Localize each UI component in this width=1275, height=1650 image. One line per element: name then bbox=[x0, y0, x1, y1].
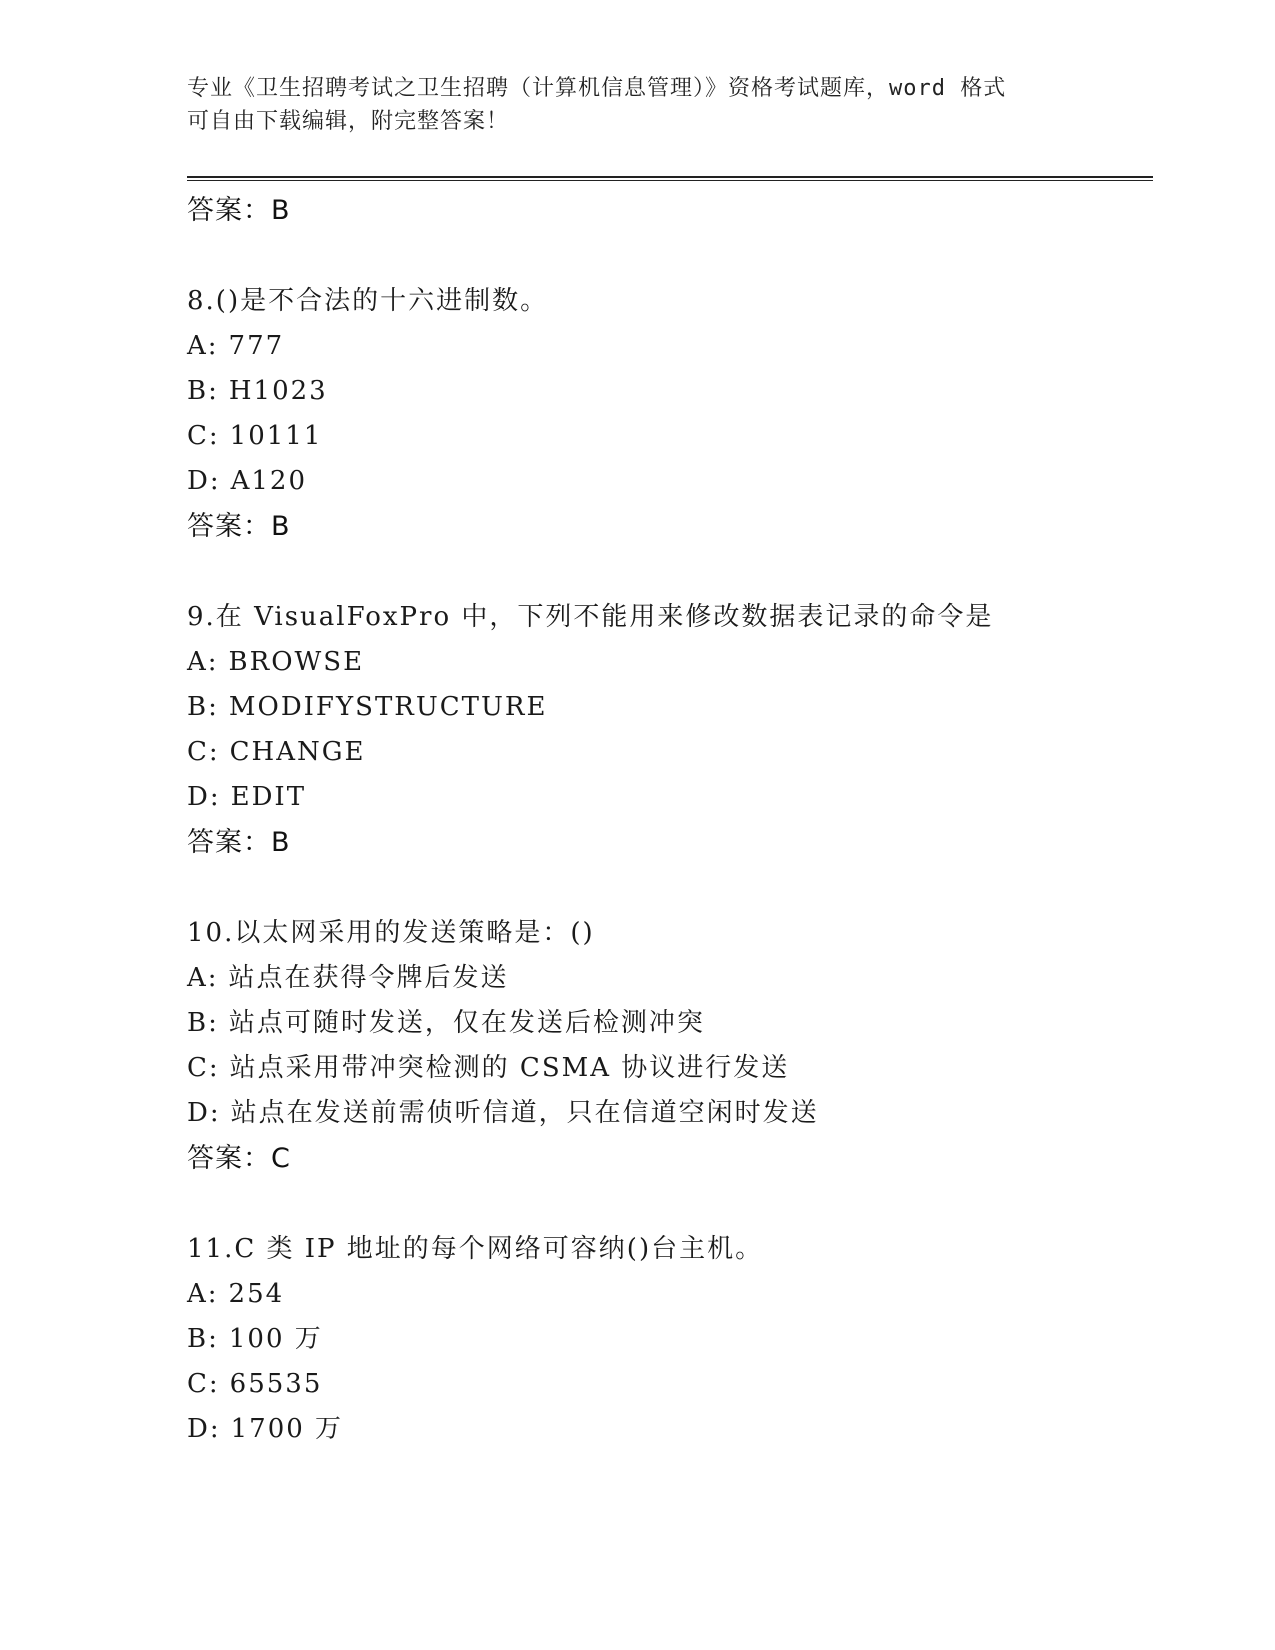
option-letter: B: bbox=[187, 1324, 219, 1354]
option-a bbox=[187, 1272, 1153, 1317]
option-d bbox=[187, 775, 1153, 820]
answer-line: 答案：C bbox=[187, 1143, 291, 1174]
option-a bbox=[187, 324, 1153, 369]
option-letter: A: bbox=[187, 1279, 219, 1309]
question-text: 10.以太网采用的发送策略是：() bbox=[187, 918, 595, 948]
question-text: 9.在 VisualFoxPro 中，下列不能用来修改数据表记录的命令是 bbox=[187, 602, 994, 632]
option-a bbox=[187, 956, 1153, 1001]
option-c bbox=[187, 1046, 1153, 1091]
option-d bbox=[187, 459, 1153, 504]
question-block bbox=[187, 1227, 1153, 1452]
option-letter: A: bbox=[187, 647, 219, 677]
option-letter: A: bbox=[187, 331, 219, 361]
option-letter: A: bbox=[187, 963, 219, 993]
option-text: CHANGE bbox=[229, 737, 366, 767]
option-letter: D: bbox=[187, 782, 221, 812]
option-letter: C: bbox=[187, 737, 220, 767]
option-letter: D: bbox=[187, 466, 221, 496]
question-text: 11.C 类 IP 地址的每个网络可容纳()台主机。 bbox=[187, 1234, 764, 1264]
option-text: 站点在获得令牌后发送 bbox=[228, 963, 509, 993]
option-b bbox=[187, 1317, 1153, 1362]
header-line-1: 专业《卫生招聘考试之卫生招聘（计算机信息管理）》资格考试题库，word 格式 bbox=[187, 76, 1007, 101]
option-text: A120 bbox=[230, 466, 308, 496]
option-letter: B: bbox=[187, 692, 219, 722]
option-text: BROWSE bbox=[228, 647, 365, 677]
header-line-2: 可自由下载编辑，附完整答案！ bbox=[187, 109, 510, 134]
option-text: 254 bbox=[228, 1279, 285, 1309]
option-letter: B: bbox=[187, 376, 219, 406]
answer-line: 答案：B bbox=[187, 511, 291, 542]
option-b bbox=[187, 369, 1153, 414]
option-b bbox=[187, 1001, 1153, 1046]
option-d bbox=[187, 1407, 1153, 1452]
option-text: 1700 万 bbox=[230, 1414, 344, 1444]
option-text: EDIT bbox=[230, 782, 307, 812]
previous-answer: 答案：B bbox=[187, 195, 291, 226]
option-text: 65535 bbox=[229, 1369, 323, 1399]
option-letter: C: bbox=[187, 421, 220, 451]
option-text: 777 bbox=[228, 331, 285, 361]
option-text: 10111 bbox=[229, 421, 323, 451]
option-text: 100 万 bbox=[228, 1324, 323, 1354]
page-header bbox=[187, 72, 1087, 138]
option-d bbox=[187, 1091, 1153, 1136]
option-text: 站点可随时发送，仅在发送后检测冲突 bbox=[228, 1008, 705, 1038]
option-c bbox=[187, 1362, 1153, 1407]
header-divider bbox=[187, 176, 1153, 181]
question-text: 8.()是不合法的十六进制数。 bbox=[187, 286, 549, 316]
question-list bbox=[187, 188, 1153, 1452]
question-block bbox=[187, 911, 1153, 1181]
option-letter: B: bbox=[187, 1008, 219, 1038]
option-c bbox=[187, 730, 1153, 775]
option-text: 站点在发送前需侦听信道，只在信道空闲时发送 bbox=[230, 1098, 819, 1128]
option-letter: D: bbox=[187, 1098, 221, 1128]
option-letter: D: bbox=[187, 1414, 221, 1444]
option-text: MODIFYSTRUCTURE bbox=[228, 692, 548, 722]
option-c bbox=[187, 414, 1153, 459]
option-b bbox=[187, 685, 1153, 730]
option-letter: C: bbox=[187, 1053, 220, 1083]
option-letter: C: bbox=[187, 1369, 220, 1399]
question-block bbox=[187, 595, 1153, 865]
question-block bbox=[187, 279, 1153, 549]
option-a bbox=[187, 640, 1153, 685]
option-text: 站点采用带冲突检测的 CSMA 协议进行发送 bbox=[229, 1053, 790, 1083]
answer-line: 答案：B bbox=[187, 827, 291, 858]
option-text: H1023 bbox=[228, 376, 328, 406]
